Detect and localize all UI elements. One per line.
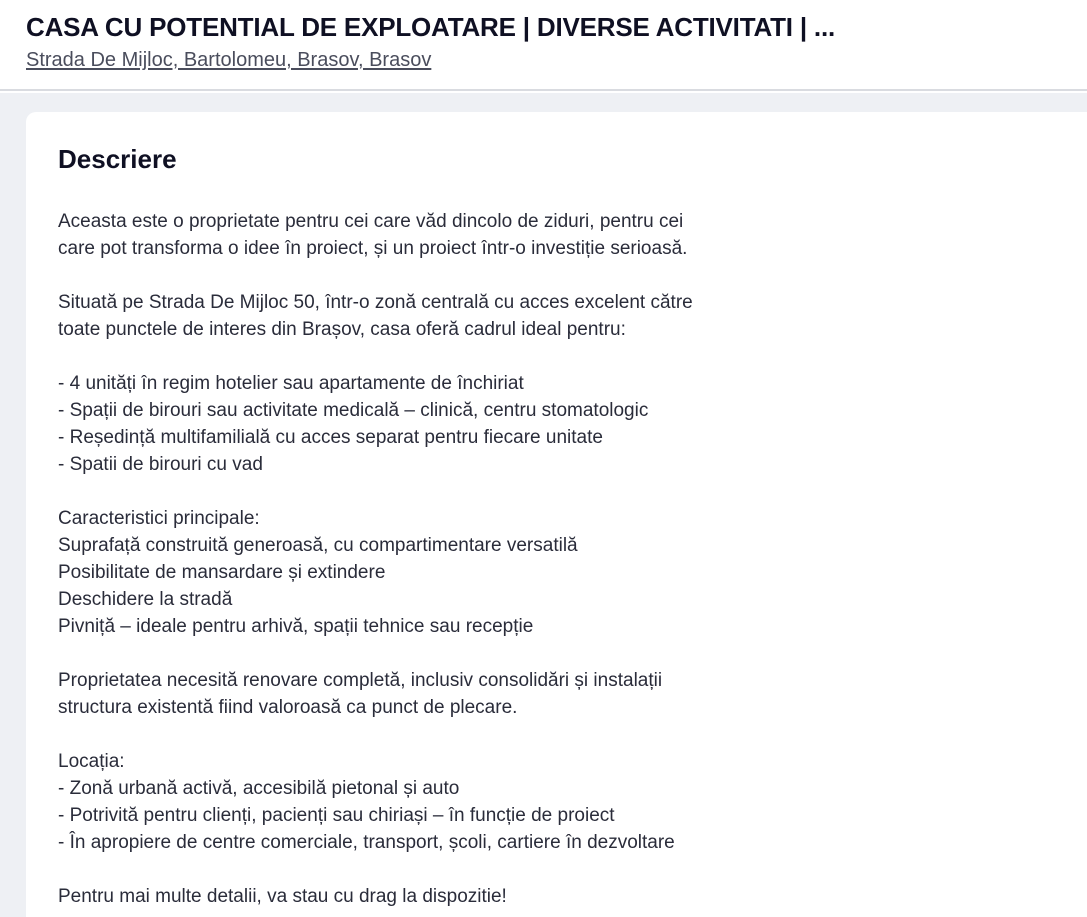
description-heading: Descriere — [58, 144, 177, 174]
description-line: - Spații de birouri sau activitate medicală – clinică, centru stomatologic — [58, 400, 649, 421]
paragraph-gap — [58, 640, 818, 667]
description-line: Suprafață construită generoasă, cu compartimentare versatilă — [58, 535, 578, 556]
description-line: structura existentă fiind valoroasă ca punct de plecare. — [58, 697, 518, 718]
description-card — [26, 112, 1087, 917]
description-line: Aceasta este o proprietate pentru cei care văd dincolo de ziduri, pentru cei — [58, 211, 684, 232]
paragraph-gap — [58, 856, 818, 883]
paragraph-gap — [58, 262, 818, 289]
description-line: - Reședință multifamilială cu acces separat pentru fiecare unitate — [58, 427, 603, 448]
description-line: - Spatii de birouri cu vad — [58, 454, 263, 475]
description-line: Pentru mai multe detalii, va stau cu drag la dispozitie! — [58, 886, 507, 907]
description-line: Situată pe Strada De Mijloc 50, într-o zonă centrală cu acces excelent către — [58, 292, 693, 313]
paragraph-gap — [58, 343, 818, 370]
listing-header — [0, 0, 1087, 91]
description-line: - 4 unități în regim hotelier sau apartamente de închiriat — [58, 373, 524, 394]
description-line: - Zonă urbană activă, accesibilă pietonal și auto — [58, 778, 460, 799]
description-line: care pot transforma o idee în proiect, și un proiect într-o investiție serioasă. — [58, 238, 688, 259]
description-line: Pivniță – ideale pentru arhivă, spații tehnice sau recepție — [58, 616, 534, 637]
description-line: Locația: — [58, 751, 125, 772]
description-text — [58, 208, 818, 910]
description-line: - În apropiere de centre comerciale, transport, școli, cartiere în dezvoltare — [58, 832, 675, 853]
description-line: Proprietatea necesită renovare completă, inclusiv consolidări și instalații — [58, 670, 663, 691]
paragraph-gap — [58, 721, 818, 748]
listing-address-link[interactable]: Strada De Mijloc, Bartolomeu, Brasov, Brasov — [26, 49, 432, 71]
description-line: - Potrivită pentru clienți, pacienți sau chiriași – în funcție de proiect — [58, 805, 615, 826]
description-line: toate punctele de interes din Brașov, casa oferă cadrul ideal pentru: — [58, 319, 626, 340]
listing-title: CASA CU POTENTIAL DE EXPLOATARE | DIVERSE ACTIVITATI | ... — [26, 12, 835, 42]
description-line: Posibilitate de mansardare și extindere — [58, 562, 386, 583]
paragraph-gap — [58, 478, 818, 505]
description-line: Caracteristici principale: — [58, 508, 260, 529]
description-line: Deschidere la stradă — [58, 589, 233, 610]
